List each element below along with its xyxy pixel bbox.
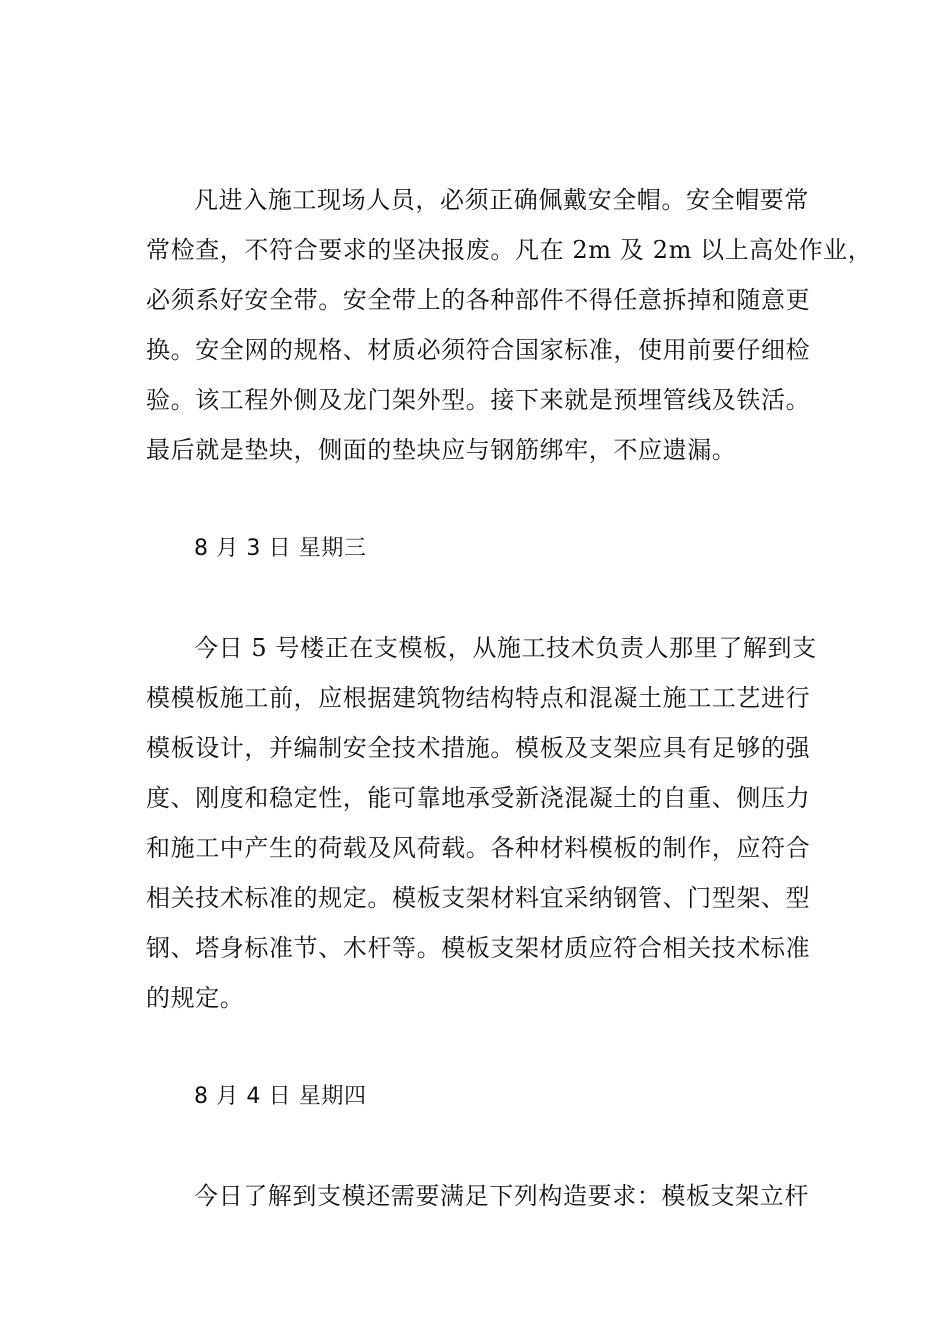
paragraph-2-line-4: 度、刚度和稳定性，能可靠地承受新浇混凝土的自重、侧压力 bbox=[146, 784, 811, 812]
paragraph-1-line-4: 换。安全网的规格、材质必须符合国家标准，使用前要仔细检 bbox=[146, 336, 811, 364]
paragraph-2-line-2: 模模板施工前，应根据建筑物结构特点和混凝土施工工艺进行 bbox=[146, 684, 811, 712]
paragraph-2-line-3: 模板设计，并编制安全技术措施。模板及支架应具有足够的强 bbox=[146, 734, 811, 762]
paragraph-1-line-3: 必须系好安全带。安全带上的各种部件不得任意拆掉和随意更 bbox=[146, 286, 811, 314]
paragraph-2-line-1: 今日 5 号楼正在支模板，从施工技术负责人那里了解到支 bbox=[194, 634, 817, 662]
paragraph-2-line-5: 和施工中产生的荷载及风荷载。各种材料模板的制作，应符合 bbox=[146, 834, 811, 862]
paragraph-2-line-6: 相关技术标准的规定。模板支架材料宜采纳钢管、门型架、型 bbox=[146, 884, 811, 912]
paragraph-2-line-8: 的规定。 bbox=[146, 984, 245, 1012]
paragraph-1-line-5: 验。该工程外侧及龙门架外型。接下来就是预埋管线及铁活。 bbox=[146, 386, 811, 414]
paragraph-1-line-2: 常检查，不符合要求的坚决报废。凡在 2m 及 2m 以上高处作业， bbox=[146, 236, 873, 264]
paragraph-3-line-1: 今日了解到支模还需要满足下列构造要求：模板支架立杆 bbox=[194, 1182, 809, 1210]
paragraph-2-line-7: 钢、塔身标准节、木杆等。模板支架材质应符合相关技术标准 bbox=[146, 934, 811, 962]
paragraph-1-line-1: 凡进入施工现场人员，必须正确佩戴安全帽。安全帽要常 bbox=[194, 186, 809, 214]
paragraph-1-line-6: 最后就是垫块，侧面的垫块应与钢筋绑牢，不应遗漏。 bbox=[146, 436, 737, 464]
date-heading-aug-4: 8 月 4 日 星期四 bbox=[194, 1084, 367, 1109]
date-heading-aug-3: 8 月 3 日 星期三 bbox=[194, 536, 367, 561]
